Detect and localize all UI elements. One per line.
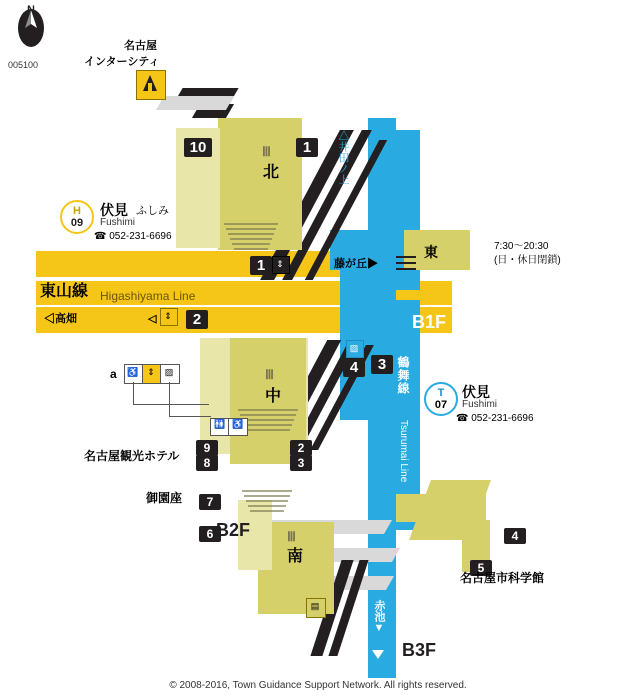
accessible-toilet-icon: ♿ bbox=[228, 418, 248, 436]
platform-north: 北 bbox=[263, 164, 280, 181]
station-marker-t07[interactable] bbox=[424, 382, 458, 416]
exit-9[interactable]: 9 bbox=[196, 440, 218, 456]
exit-2[interactable]: 2 bbox=[186, 310, 208, 329]
floor-b1f: B1F bbox=[412, 312, 447, 332]
exit-3-mid[interactable]: 3 bbox=[371, 355, 393, 374]
line-code-t: T bbox=[437, 387, 445, 399]
poi-misonoza: 御園座 bbox=[146, 491, 183, 505]
poi-nagoya-intercity-label2: インターシティ bbox=[84, 56, 160, 68]
higashiyama-line-en: Higashiyama Line bbox=[100, 289, 196, 303]
callout-a: a bbox=[110, 367, 117, 381]
callout-leader-h2 bbox=[169, 416, 211, 417]
line-code-h: H bbox=[73, 205, 81, 217]
dir-fujigaoka: 藤が丘▶ bbox=[334, 258, 378, 270]
tsurumai-line-jp: 鶴舞線 bbox=[396, 356, 410, 395]
dir-idanoue: △井田ノ上 bbox=[337, 130, 349, 185]
station-name-fushimi-kana: ふしみ bbox=[136, 205, 169, 217]
callout-leader-v2 bbox=[169, 382, 170, 416]
toilet-icon: 🚻 bbox=[210, 418, 230, 436]
platform-south: 南 bbox=[287, 548, 304, 565]
exit-6[interactable]: 6 bbox=[199, 526, 221, 542]
poi-nagoya-kanko-hotel: 名古屋観光ホテル bbox=[84, 449, 180, 463]
stairs-north-icon bbox=[222, 218, 282, 254]
floor-b2f: B2F bbox=[216, 520, 251, 540]
exit-7[interactable]: 7 bbox=[199, 494, 221, 510]
building-icon bbox=[139, 73, 161, 95]
walkway-nw bbox=[156, 96, 234, 110]
tsurumai-line-en: Tsurumai Line bbox=[398, 420, 409, 483]
station-name-fushimi-en-2: Fushimi bbox=[462, 399, 498, 410]
east-exit-hours-line2: (日・休日閉鎖) bbox=[494, 255, 561, 266]
floor-b3f: B3F bbox=[402, 640, 437, 660]
map-code: 005100 bbox=[8, 60, 39, 70]
platform-north-bar: Ⅲ bbox=[262, 144, 271, 159]
exit-10[interactable]: 10 bbox=[184, 138, 212, 157]
exit-5-east[interactable]: 5 bbox=[470, 560, 492, 576]
station-number-09: 09 bbox=[70, 217, 84, 229]
exit-3b[interactable]: 3 bbox=[290, 455, 312, 471]
dir-takabata: ◁高畑 bbox=[44, 313, 77, 325]
dir-east-box: 東 bbox=[424, 244, 438, 260]
station-name-fushimi-jp: 伏見 bbox=[100, 202, 128, 218]
copyright: © 2008-2016, Town Guidance Support Network. All rights reserved. bbox=[169, 680, 467, 691]
stairs-south-icon bbox=[240, 486, 296, 518]
poi-nagoya-intercity-label1: 名古屋 bbox=[124, 40, 157, 52]
ticket-gate-icon bbox=[396, 254, 418, 274]
station-name-fushimi-en: Fushimi bbox=[100, 217, 136, 228]
station-tel-h09: ☎ 052-231-6696 bbox=[94, 231, 172, 242]
station-tel-t07: ☎ 052-231-6696 bbox=[456, 413, 534, 424]
exit-8[interactable]: 8 bbox=[196, 455, 218, 471]
dir-akaike: 赤池▼ bbox=[373, 600, 385, 634]
east-corridor bbox=[396, 494, 486, 522]
exit-4-east[interactable]: 4 bbox=[504, 528, 526, 544]
callout-leader-h bbox=[133, 404, 209, 405]
platform-mid-bar: Ⅲ bbox=[265, 367, 274, 382]
east-exit-hours-line1: 7:30〜20:30 bbox=[494, 241, 549, 252]
dir-left-small: ◁ bbox=[148, 313, 157, 325]
svg-text:N: N bbox=[27, 4, 35, 16]
station-number-07: 07 bbox=[434, 399, 448, 411]
station-marker-h09[interactable] bbox=[60, 200, 94, 234]
exit-1[interactable]: 1 bbox=[296, 138, 318, 157]
poi-nagoya-science-museum: 名古屋市科学館 bbox=[460, 571, 545, 585]
callout-leader-v bbox=[133, 382, 134, 404]
platform-middle: 中 bbox=[265, 388, 282, 405]
exit-4-mid[interactable]: 4 bbox=[343, 358, 365, 377]
exit-2b[interactable]: 2 bbox=[290, 440, 312, 456]
exit-1-concourse[interactable]: 1 bbox=[250, 256, 272, 275]
arrow-down-akaike-icon bbox=[372, 650, 384, 659]
platform-south-bar: Ⅲ bbox=[287, 529, 296, 544]
higashiyama-line-jp: 東山線 bbox=[40, 283, 89, 300]
station-name-fushimi-jp-2: 伏見 bbox=[462, 384, 490, 400]
north-compass bbox=[10, 4, 52, 48]
